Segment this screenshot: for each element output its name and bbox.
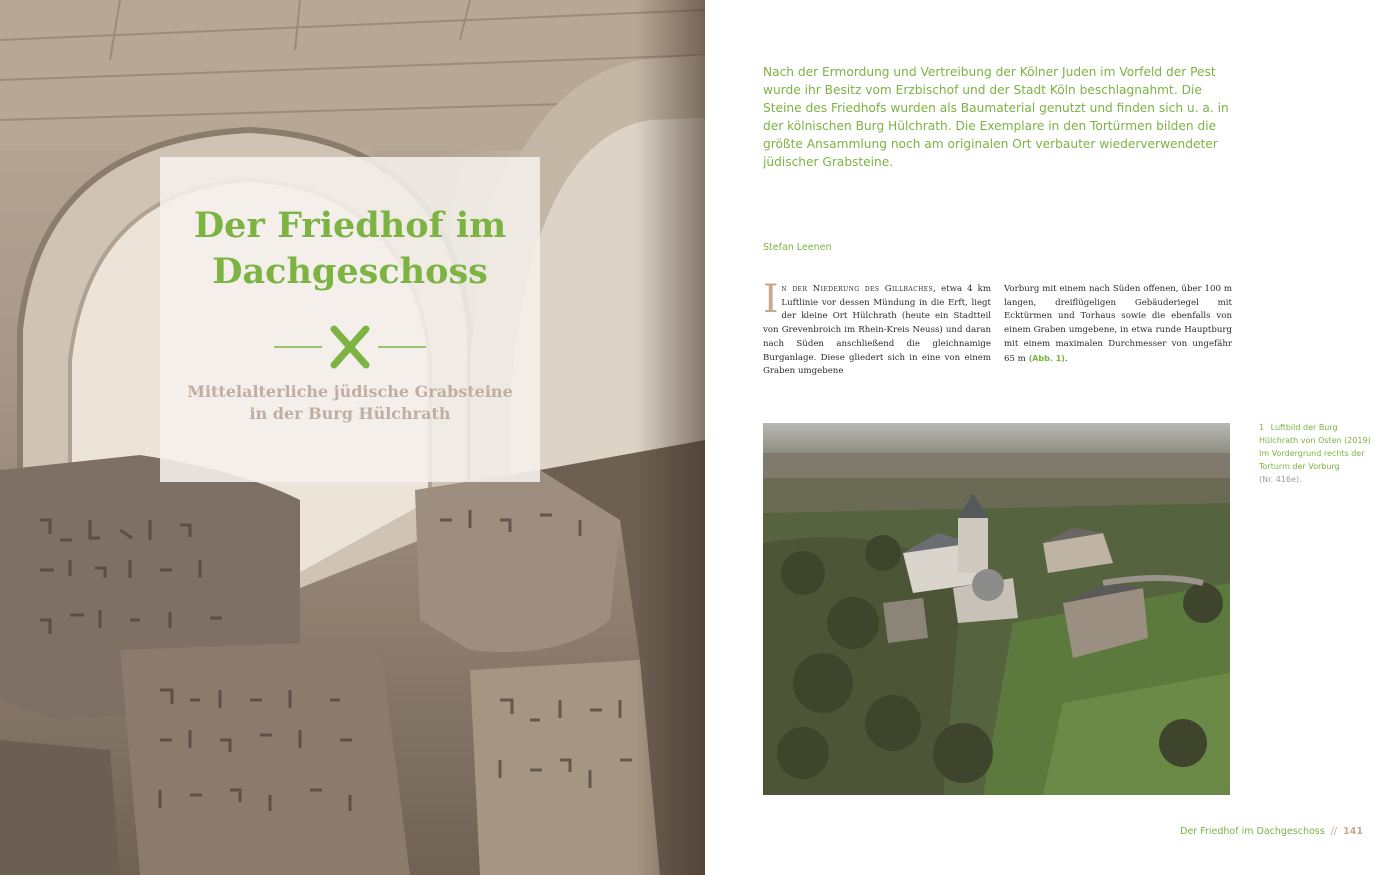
body-column-2 — [1004, 283, 1232, 366]
figure-caption — [1259, 421, 1374, 486]
figure-catalog-ref: (Nr. 416e). — [1259, 475, 1302, 484]
author-name: Stefan Leenen — [763, 242, 832, 253]
body-col2-text: Vorburg mit einem nach Süden offenen, über 100 m langen, dreiflügeligen Gebäuderiegel mit Ecktürmen und Torhaus sowie die ebenfalls von einem Graben umgebene, in etwa runde Hauptburg mit einem maximalen Durchmesser von ungefähr 65 m — [1004, 284, 1232, 364]
figure-caption-text: Luftbild der Burg Hülchrath von Osten (2019) Im Vordergrund rechts der Torturm der Vorburg — [1259, 423, 1371, 471]
figure-number: 1 — [1259, 423, 1265, 432]
body-column-1 — [763, 277, 991, 379]
cross-mark-icon — [274, 325, 426, 369]
page-footer — [1180, 826, 1363, 837]
figure-reference: (Abb. 1) — [1028, 353, 1065, 363]
page-gutter-shadow — [635, 0, 705, 875]
footer-separator: // — [1330, 826, 1338, 837]
body-col2-end: . — [1064, 353, 1068, 364]
aerial-castle-photo — [763, 423, 1230, 795]
opening-smallcaps: n der Niederung des Gillbaches, — [781, 284, 937, 294]
chapter-subtitle — [160, 381, 540, 425]
drop-cap: I — [763, 277, 779, 322]
running-title: Der Friedhof im Dachgeschoss — [1180, 826, 1325, 837]
subtitle-line-2: in der Burg Hülchrath — [249, 404, 451, 423]
body-col1-text: etwa 4 km Luftlinie vor dessen Mündung in die Erft, liegt der kleine Ort Hülchrath (heute ein Stadtteil von Grevenbroich im Rhein-Kreis Neuss) und daran nach Süden anschließend die gleichnamige Burganlage. Diese gliedert sich in eine von einem Graben umgebene — [763, 284, 991, 377]
aerial-photo-image — [763, 423, 1230, 795]
lede-paragraph: Nach der Ermordung und Vertreibung der Kölner Juden im Vorfeld der Pest wurde ihr Besitz vom Erzbischof und der Stadt Köln beschlagnahmt. Die Steine des Friedhofs wurden als Baumaterial genutzt und finden sich u. a. in der kölnischen Burg Hülchrath. Die Exemplare in den Tortürmen bilden die größte Ansammlung noch am originalen Ort verbauter wiederverwendeter jüdischer Grabsteine. — [763, 65, 1229, 169]
subtitle-line-1: Mittelalterliche jüdische Grabsteine — [187, 382, 513, 401]
page-number: 141 — [1343, 826, 1363, 837]
chapter-title: Der Friedhof im Dachgeschoss — [193, 205, 507, 292]
title-panel — [160, 157, 540, 482]
